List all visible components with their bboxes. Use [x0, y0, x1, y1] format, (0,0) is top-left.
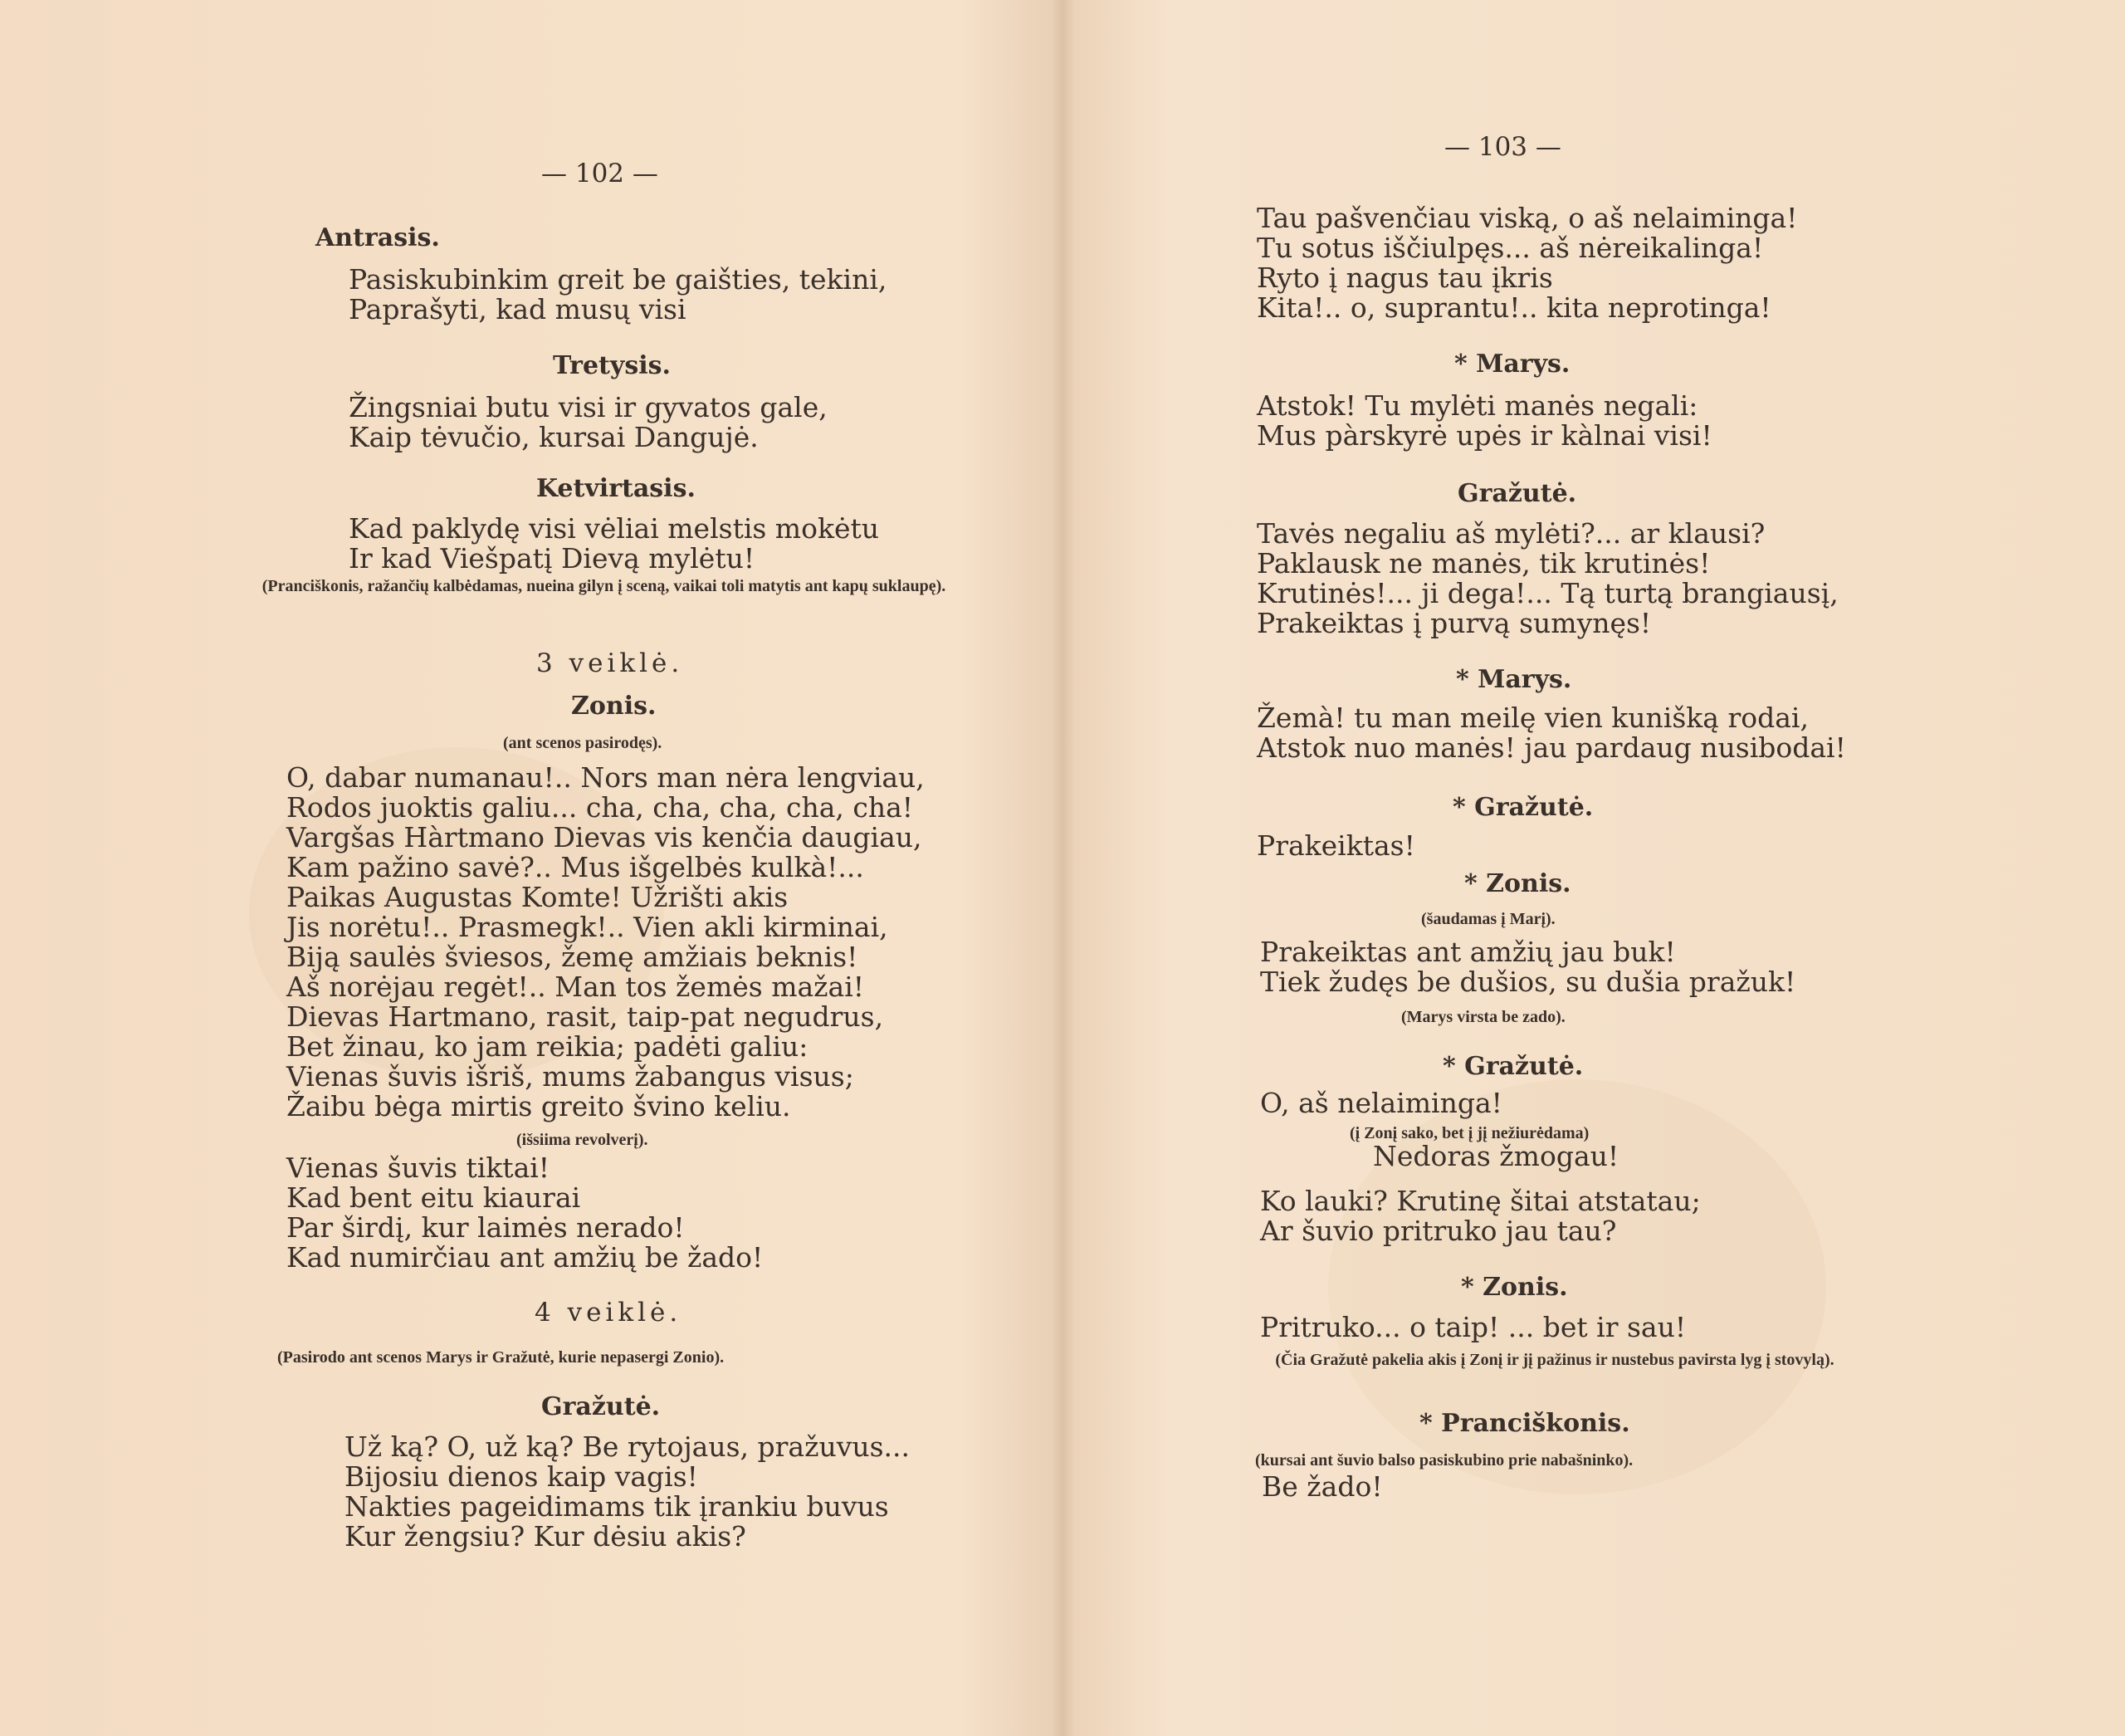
verse-line: Tavės negaliu aš mylėti?... ar klausi? [1257, 517, 1766, 550]
verse-line: Ar šuvio pritruko jau tau? [1260, 1215, 1617, 1247]
verse-line: Žaibu bėga mirtis greito švino keliu. [286, 1090, 791, 1122]
left-page [0, 0, 1050, 1736]
page-number: — 102 — [541, 159, 658, 188]
verse-line: Paprašyti, kad musų visi [349, 293, 686, 325]
verse-line: Kad numirčiau ant amžių be žado! [286, 1241, 764, 1274]
verse-line: Bet žinau, ko jam reikia; padėti galiu: [286, 1030, 808, 1063]
verse-line: Prakeiktas! [1257, 829, 1415, 862]
verse-line: Paklausk ne manės, tik krutinės! [1257, 547, 1711, 579]
stage-direction: (šaudamas į Marį). [1421, 910, 1556, 928]
verse-line: Atstok nuo manės! jau pardaug nusibodai! [1257, 731, 1846, 764]
stage-direction: (Pasirodo ant scenos Marys ir Gražutė, kurie nepasergi Zonio). [277, 1348, 725, 1367]
stage-direction: (kursai ant šuvio balso pasiskubino prie nabašninko). [1255, 1451, 1634, 1469]
verse-line: Nakties pageidimams tik įrankiu buvus [344, 1490, 889, 1523]
verse-line: Tiek žudęs be dušios, su dušia pražuk! [1260, 966, 1796, 998]
verse-line: O, dabar numanau!.. Nors man nėra lengviau, [286, 761, 925, 794]
speaker-heading: * Marys. [1456, 665, 1572, 694]
verse-line: Prakeiktas ant amžių jau buk! [1260, 936, 1676, 968]
stage-direction: (Čia Gražutė pakelia akis į Zonį ir jį pažinus ir nustebus pavirsta lyg į stovylą). [1275, 1351, 1834, 1369]
stage-direction: (į Zonį sako, bet į jį nežiurėdama) [1350, 1124, 1590, 1142]
verse-line: Bijosiu dienos kaip vagis! [344, 1460, 698, 1493]
verse-line: Par širdį, kur laimės nerado! [286, 1211, 685, 1244]
verse-line: Jis norėtu!.. Prasmegk!.. Vien akli kirminai, [286, 911, 888, 943]
verse-line: Vienas šuvis tiktai! [286, 1152, 550, 1184]
speaker-heading: Antrasis. [315, 223, 440, 252]
speaker-heading: Tretysis. [553, 351, 671, 380]
verse-line: Aš norėjau regėt!.. Man tos žemės mažai! [286, 971, 865, 1003]
verse-line: Ko lauki? Krutinę šitai atstatau; [1260, 1185, 1701, 1217]
speaker-heading: * Pranciškonis. [1419, 1409, 1630, 1438]
stage-direction: (išsiima revolverį). [516, 1131, 648, 1149]
verse-line: Dievas Hartmano, rasit, taip-pat negudrus, [286, 1000, 884, 1033]
verse-line: Tu sotus iščiulpęs... aš nėreikalinga! [1257, 232, 1764, 264]
page-number: — 103 — [1444, 132, 1561, 162]
speaker-heading: * Zonis. [1464, 869, 1571, 898]
verse-line: Kur žengsiu? Kur dėsiu akis? [344, 1520, 746, 1553]
verse-line: Vienas šuvis išriš, mums žabangus visus; [286, 1060, 854, 1093]
verse-line: Žemà! tu man meilę vien kunišką rodai, [1257, 702, 1809, 734]
stage-direction: (Pranciškonis, ražančių kalbėdamas, nueina gilyn į sceną, vaikai toli matytis ant kapų suklaupę). [261, 577, 946, 595]
speaker-heading: * Marys. [1454, 350, 1571, 379]
verse-line: Pasiskubinkim greit be gaišties, tekini, [349, 263, 887, 296]
verse-line: Be žado! [1262, 1470, 1383, 1503]
verse-line: Paikas Augustas Komte! Užrišti akis [286, 881, 789, 913]
stage-direction: (Marys virsta be zado). [1401, 1008, 1566, 1026]
verse-line: Vargšas Hàrtmano Dievas vis kenčia daugiau, [286, 821, 922, 853]
stage-direction: (ant scenos pasirodęs). [503, 734, 662, 752]
speaker-heading: Ketvirtasis. [536, 474, 696, 503]
act-heading: 4 veiklė. [535, 1298, 682, 1328]
speaker-heading: Zonis. [571, 692, 657, 721]
speaker-heading: * Gražutė. [1443, 1052, 1584, 1081]
speaker-heading: * Gražutė. [1453, 793, 1594, 822]
verse-line: Prakeiktas į purvą sumynęs! [1257, 607, 1652, 639]
verse-line: Pritruko... o taip! ... bet ir sau! [1260, 1311, 1687, 1343]
speaker-heading: Gražutė. [1458, 479, 1577, 508]
verse-line: Kaip tėvučio, kursai Dangujė. [349, 421, 759, 453]
verse-line: Ir kad Viešpatį Dievą mylėtu! [349, 542, 755, 575]
verse-line: Kad bent eitu kiaurai [286, 1181, 581, 1214]
speaker-heading: * Zonis. [1461, 1273, 1568, 1302]
verse-line: Kad paklydę visi vėliai melstis mokėtu [349, 512, 880, 545]
verse-line: Krutinės!... ji dega!... Tą turtą brangiausį, [1257, 577, 1839, 609]
right-page [1053, 0, 2125, 1736]
verse-line: Tau pašvenčiau viską, o aš nelaiminga! [1257, 202, 1798, 234]
verse-line: Kam pažino savė?.. Mus išgelbės kulkà!... [286, 851, 864, 883]
verse-line: Atstok! Tu mylėti manės negali: [1257, 389, 1698, 422]
verse-line: O, aš nelaiminga! [1260, 1087, 1502, 1119]
speaker-heading: Gražutė. [541, 1392, 661, 1421]
verse-line: Už ką? O, už ką? Be rytojaus, pražuvus... [344, 1430, 911, 1463]
act-heading: 3 veiklė. [536, 648, 684, 678]
verse-line: Kita!.. o, suprantu!.. kita neprotinga! [1257, 291, 1771, 324]
verse-line: Nedoras žmogau! [1373, 1140, 1619, 1172]
verse-line: Rodos juoktis galiu... cha, cha, cha, cha, cha! [286, 791, 914, 824]
verse-line: Mus pàrskyrė upės ir kàlnai visi! [1257, 419, 1712, 452]
verse-line: Žingsniai butu visi ir gyvatos gale, [349, 391, 828, 423]
verse-line: Biją saulės šviesos, žemę amžiais beknis! [286, 941, 858, 973]
verse-line: Ryto į nagus tau įkris [1257, 262, 1553, 294]
